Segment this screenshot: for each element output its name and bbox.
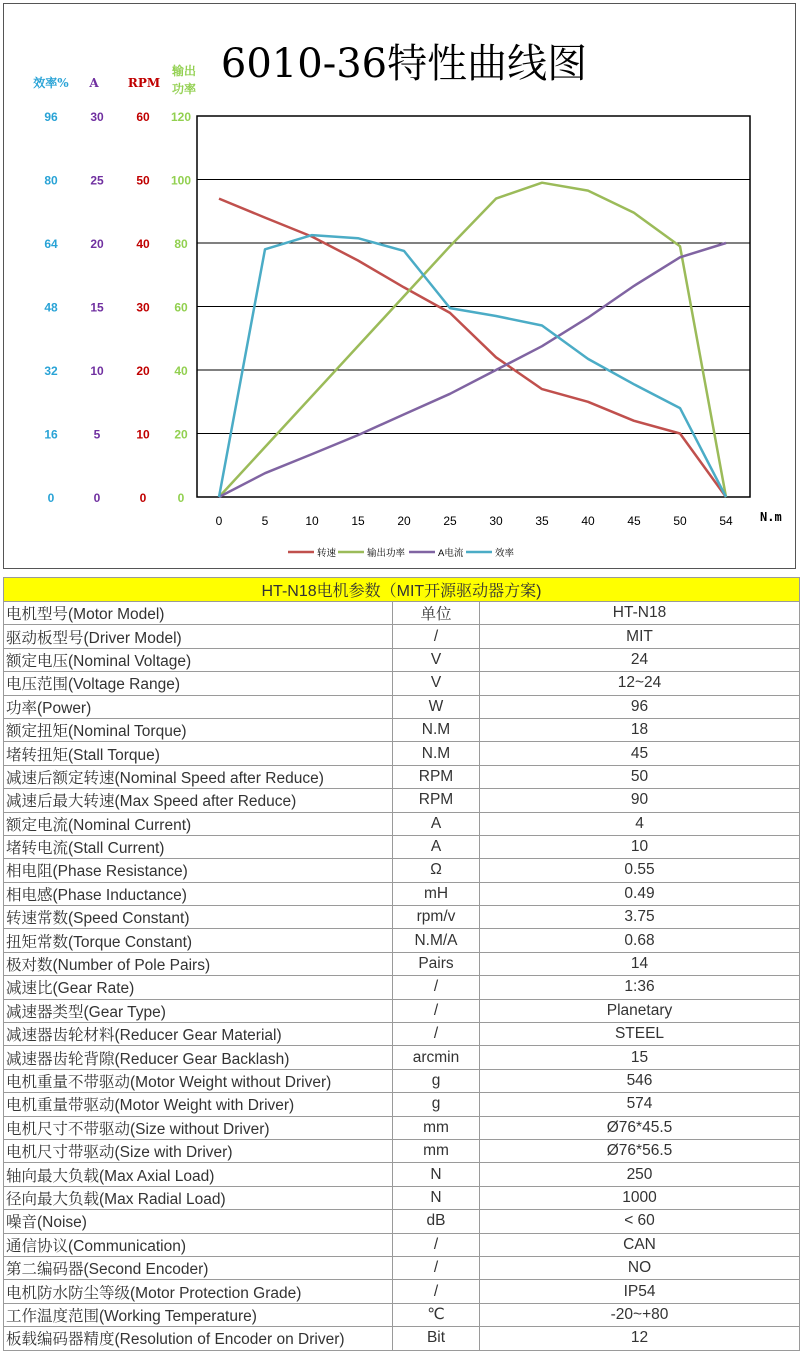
table-row [4, 1233, 800, 1256]
legend-label: 效率 [495, 548, 515, 559]
table-row [4, 835, 800, 858]
x-tick-label: 45 [627, 514, 641, 528]
spec-name-cell: 减速器齿轮背隙(Reducer Gear Backlash) [4, 1046, 393, 1069]
spec-value-cell: 3.75 [480, 906, 800, 929]
spec-value-cell: 10 [480, 835, 800, 858]
table-row [4, 1093, 800, 1116]
spec-value-cell: 546 [480, 1069, 800, 1092]
table-row [4, 742, 800, 765]
spec-name-cell: 减速后最大转速(Max Speed after Reduce) [4, 789, 393, 812]
spec-unit-cell: arcmin [393, 1046, 480, 1069]
spec-unit-cell: N.M [393, 742, 480, 765]
axis-header-pow: 功率 [171, 82, 197, 96]
spec-unit-cell: Pairs [393, 952, 480, 975]
spec-unit-cell: N [393, 1163, 480, 1186]
x-tick-label: 0 [215, 514, 223, 528]
spec-name-cell: 堵转扭矩(Stall Torque) [4, 742, 393, 765]
spec-name-cell: 功率(Power) [4, 695, 393, 718]
table-row [4, 602, 800, 625]
motor-spec-table [3, 577, 800, 1351]
spec-value-cell: 45 [480, 742, 800, 765]
table-row [4, 1069, 800, 1092]
spec-name-cell: 堵转电流(Stall Current) [4, 835, 393, 858]
spec-value-cell: 12 [480, 1327, 800, 1350]
table-row [4, 906, 800, 929]
spec-name-cell: 额定电压(Nominal Voltage) [4, 648, 393, 671]
table-row [4, 695, 800, 718]
axis-header-amp: A [89, 76, 99, 90]
axis-header-pow: 输出 [171, 64, 197, 78]
y-tick-label-eff: 80 [44, 173, 58, 188]
spec-unit-cell: / [393, 1256, 480, 1279]
table-row [4, 1256, 800, 1279]
spec-unit-cell: mm [393, 1139, 480, 1162]
x-tick-label: 30 [489, 514, 503, 528]
spec-name-cell: 相电感(Phase Inductance) [4, 882, 393, 905]
table-row [4, 789, 800, 812]
spec-unit-cell: rpm/v [393, 906, 480, 929]
spec-unit-cell: / [393, 999, 480, 1022]
axis-header-rpm: RPM [127, 76, 161, 90]
legend-label: 转速 [317, 548, 337, 559]
spec-name-cell: 径向最大负载(Max Radial Load) [4, 1186, 393, 1209]
spec-unit-cell: N.M [393, 718, 480, 741]
legend-label: A电流 [438, 548, 464, 559]
spec-value-cell: MIT [480, 625, 800, 648]
table-row [4, 1116, 800, 1139]
spec-name-cell: 电机尺寸不带驱动(Size without Driver) [4, 1116, 393, 1139]
spec-name-cell: 第二编码器(Second Encoder) [4, 1256, 393, 1279]
spec-value-cell: IP54 [480, 1280, 800, 1303]
spec-unit-cell: RPM [393, 789, 480, 812]
spec-unit-cell: 单位 [393, 602, 480, 625]
table-row [4, 1046, 800, 1069]
spec-name-cell: 极对数(Number of Pole Pairs) [4, 952, 393, 975]
table-row [4, 1023, 800, 1046]
spec-unit-cell: / [393, 1023, 480, 1046]
x-tick-label: 25 [443, 514, 457, 528]
spec-value-cell: 15 [480, 1046, 800, 1069]
spec-name-cell: 转速常数(Speed Constant) [4, 906, 393, 929]
spec-unit-cell: N [393, 1186, 480, 1209]
y-tick-label-rpm: 60 [136, 110, 150, 124]
y-tick-label-eff: 48 [44, 300, 58, 315]
spec-value-cell: 12~24 [480, 672, 800, 695]
y-tick-label-eff: 32 [44, 364, 58, 378]
spec-name-cell: 减速器齿轮材料(Reducer Gear Material) [4, 1023, 393, 1046]
y-tick-label-eff: 64 [44, 237, 58, 251]
spec-value-cell: 1:36 [480, 976, 800, 999]
y-tick-label-amp: 25 [90, 173, 104, 188]
spec-value-cell: 0.55 [480, 859, 800, 882]
spec-value-cell: 574 [480, 1093, 800, 1116]
y-tick-label-eff: 0 [47, 491, 55, 505]
x-tick-label: 15 [351, 514, 365, 528]
spec-value-cell: NO [480, 1256, 800, 1279]
spec-name-cell: 噪音(Noise) [4, 1210, 393, 1233]
spec-value-cell: 24 [480, 648, 800, 671]
x-tick-label: 50 [673, 514, 687, 528]
spec-unit-cell: ℃ [393, 1303, 480, 1326]
spec-value-cell: 18 [480, 718, 800, 741]
y-tick-label-pow: 120 [170, 110, 192, 124]
spec-name-cell: 额定扭矩(Nominal Torque) [4, 718, 393, 741]
spec-unit-cell: Bit [393, 1327, 480, 1350]
legend-label: 输出功率 [367, 548, 406, 559]
y-tick-label-pow: 20 [174, 427, 188, 442]
spec-unit-cell: / [393, 625, 480, 648]
spec-value-cell: 4 [480, 812, 800, 835]
spec-unit-cell: W [393, 695, 480, 718]
table-row [4, 1327, 800, 1350]
spec-unit-cell: A [393, 812, 480, 835]
x-tick-label: 35 [535, 514, 549, 528]
spec-value-cell: 250 [480, 1163, 800, 1186]
spec-unit-cell: N.M/A [393, 929, 480, 952]
y-tick-label-rpm: 0 [139, 491, 147, 505]
spec-value-cell: HT-N18 [480, 602, 800, 625]
table-row [4, 1303, 800, 1326]
spec-name-cell: 通信协议(Communication) [4, 1233, 393, 1256]
y-tick-label-pow: 80 [174, 237, 188, 251]
spec-value-cell: 1000 [480, 1186, 800, 1209]
table-row [4, 1163, 800, 1186]
spec-table-header-row [4, 578, 800, 602]
spec-name-cell: 扭矩常数(Torque Constant) [4, 929, 393, 952]
spec-name-cell: 减速比(Gear Rate) [4, 976, 393, 999]
table-row [4, 976, 800, 999]
y-tick-label-amp: 15 [90, 300, 104, 315]
table-row [4, 952, 800, 975]
characteristic-chart [4, 4, 797, 570]
spec-value-cell: -20~+80 [480, 1303, 800, 1326]
series-line-效率 [219, 235, 726, 497]
spec-name-cell: 减速后额定转速(Nominal Speed after Reduce) [4, 765, 393, 788]
y-tick-label-rpm: 30 [136, 300, 150, 315]
table-row [4, 1280, 800, 1303]
table-row [4, 882, 800, 905]
spec-unit-cell: mH [393, 882, 480, 905]
spec-name-cell: 电机重量带驱动(Motor Weight with Driver) [4, 1093, 393, 1116]
y-tick-label-pow: 60 [174, 300, 188, 315]
spec-unit-cell: / [393, 1233, 480, 1256]
spec-name-cell: 电机防水防尘等级(Motor Protection Grade) [4, 1280, 393, 1303]
spec-name-cell: 额定电流(Nominal Current) [4, 812, 393, 835]
y-tick-label-eff: 16 [44, 427, 58, 442]
table-row [4, 929, 800, 952]
y-tick-label-rpm: 10 [136, 427, 150, 442]
x-tick-label: 10 [305, 514, 319, 528]
x-axis-unit: N.m [760, 510, 782, 524]
y-tick-label-amp: 20 [90, 237, 104, 251]
y-tick-label-pow: 40 [174, 364, 188, 378]
spec-name-cell: 减速器类型(Gear Type) [4, 999, 393, 1022]
table-row [4, 672, 800, 695]
spec-name-cell: 工作温度范围(Working Temperature) [4, 1303, 393, 1326]
spec-value-cell: Ø76*56.5 [480, 1139, 800, 1162]
spec-name-cell: 驱动板型号(Driver Model) [4, 625, 393, 648]
characteristic-chart-panel [3, 3, 796, 569]
table-row [4, 859, 800, 882]
spec-value-cell: CAN [480, 1233, 800, 1256]
spec-unit-cell: dB [393, 1210, 480, 1233]
table-row [4, 765, 800, 788]
chart-title: 6010-36特性曲线图 [220, 41, 588, 87]
table-row [4, 625, 800, 648]
spec-name-cell: 轴向最大负载(Max Axial Load) [4, 1163, 393, 1186]
table-row [4, 1210, 800, 1233]
y-tick-label-rpm: 40 [136, 237, 150, 251]
spec-unit-cell: mm [393, 1116, 480, 1139]
spec-value-cell: 14 [480, 952, 800, 975]
x-tick-label: 5 [261, 514, 269, 528]
spec-unit-cell: V [393, 648, 480, 671]
spec-value-cell: 50 [480, 765, 800, 788]
spec-unit-cell: / [393, 976, 480, 999]
spec-value-cell: 96 [480, 695, 800, 718]
spec-name-cell: 相电阻(Phase Resistance) [4, 859, 393, 882]
spec-value-cell: 0.68 [480, 929, 800, 952]
axis-header-eff: 效率% [33, 76, 69, 90]
y-tick-label-amp: 10 [90, 364, 104, 378]
spec-value-cell: Planetary [480, 999, 800, 1022]
table-row [4, 999, 800, 1022]
x-tick-label: 54 [719, 514, 733, 528]
spec-unit-cell: g [393, 1069, 480, 1092]
table-row [4, 648, 800, 671]
y-tick-label-amp: 30 [90, 110, 104, 124]
spec-table-title: HT-N18电机参数（MIT开源驱动器方案) [4, 578, 800, 602]
spec-unit-cell: / [393, 1280, 480, 1303]
table-row [4, 812, 800, 835]
spec-unit-cell: g [393, 1093, 480, 1116]
table-row [4, 1186, 800, 1209]
x-tick-label: 40 [581, 514, 595, 528]
y-tick-label-eff: 96 [44, 110, 58, 124]
spec-value-cell: STEEL [480, 1023, 800, 1046]
y-tick-label-amp: 0 [93, 491, 101, 505]
spec-unit-cell: Ω [393, 859, 480, 882]
spec-unit-cell: V [393, 672, 480, 695]
spec-unit-cell: A [393, 835, 480, 858]
spec-name-cell: 板载编码器精度(Resolution of Encoder on Driver) [4, 1327, 393, 1350]
spec-value-cell: Ø76*45.5 [480, 1116, 800, 1139]
spec-value-cell: < 60 [480, 1210, 800, 1233]
y-tick-label-pow: 100 [170, 173, 192, 188]
table-row [4, 1139, 800, 1162]
spec-name-cell: 电机尺寸带驱动(Size with Driver) [4, 1139, 393, 1162]
y-tick-label-pow: 0 [177, 491, 185, 505]
spec-name-cell: 电压范围(Voltage Range) [4, 672, 393, 695]
spec-unit-cell: RPM [393, 765, 480, 788]
spec-value-cell: 90 [480, 789, 800, 812]
spec-name-cell: 电机型号(Motor Model) [4, 602, 393, 625]
y-tick-label-amp: 5 [93, 427, 101, 442]
spec-name-cell: 电机重量不带驱动(Motor Weight without Driver) [4, 1069, 393, 1092]
x-tick-label: 20 [397, 514, 411, 528]
y-tick-label-rpm: 50 [136, 173, 150, 188]
table-row [4, 718, 800, 741]
y-tick-label-rpm: 20 [136, 364, 150, 378]
spec-value-cell: 0.49 [480, 882, 800, 905]
